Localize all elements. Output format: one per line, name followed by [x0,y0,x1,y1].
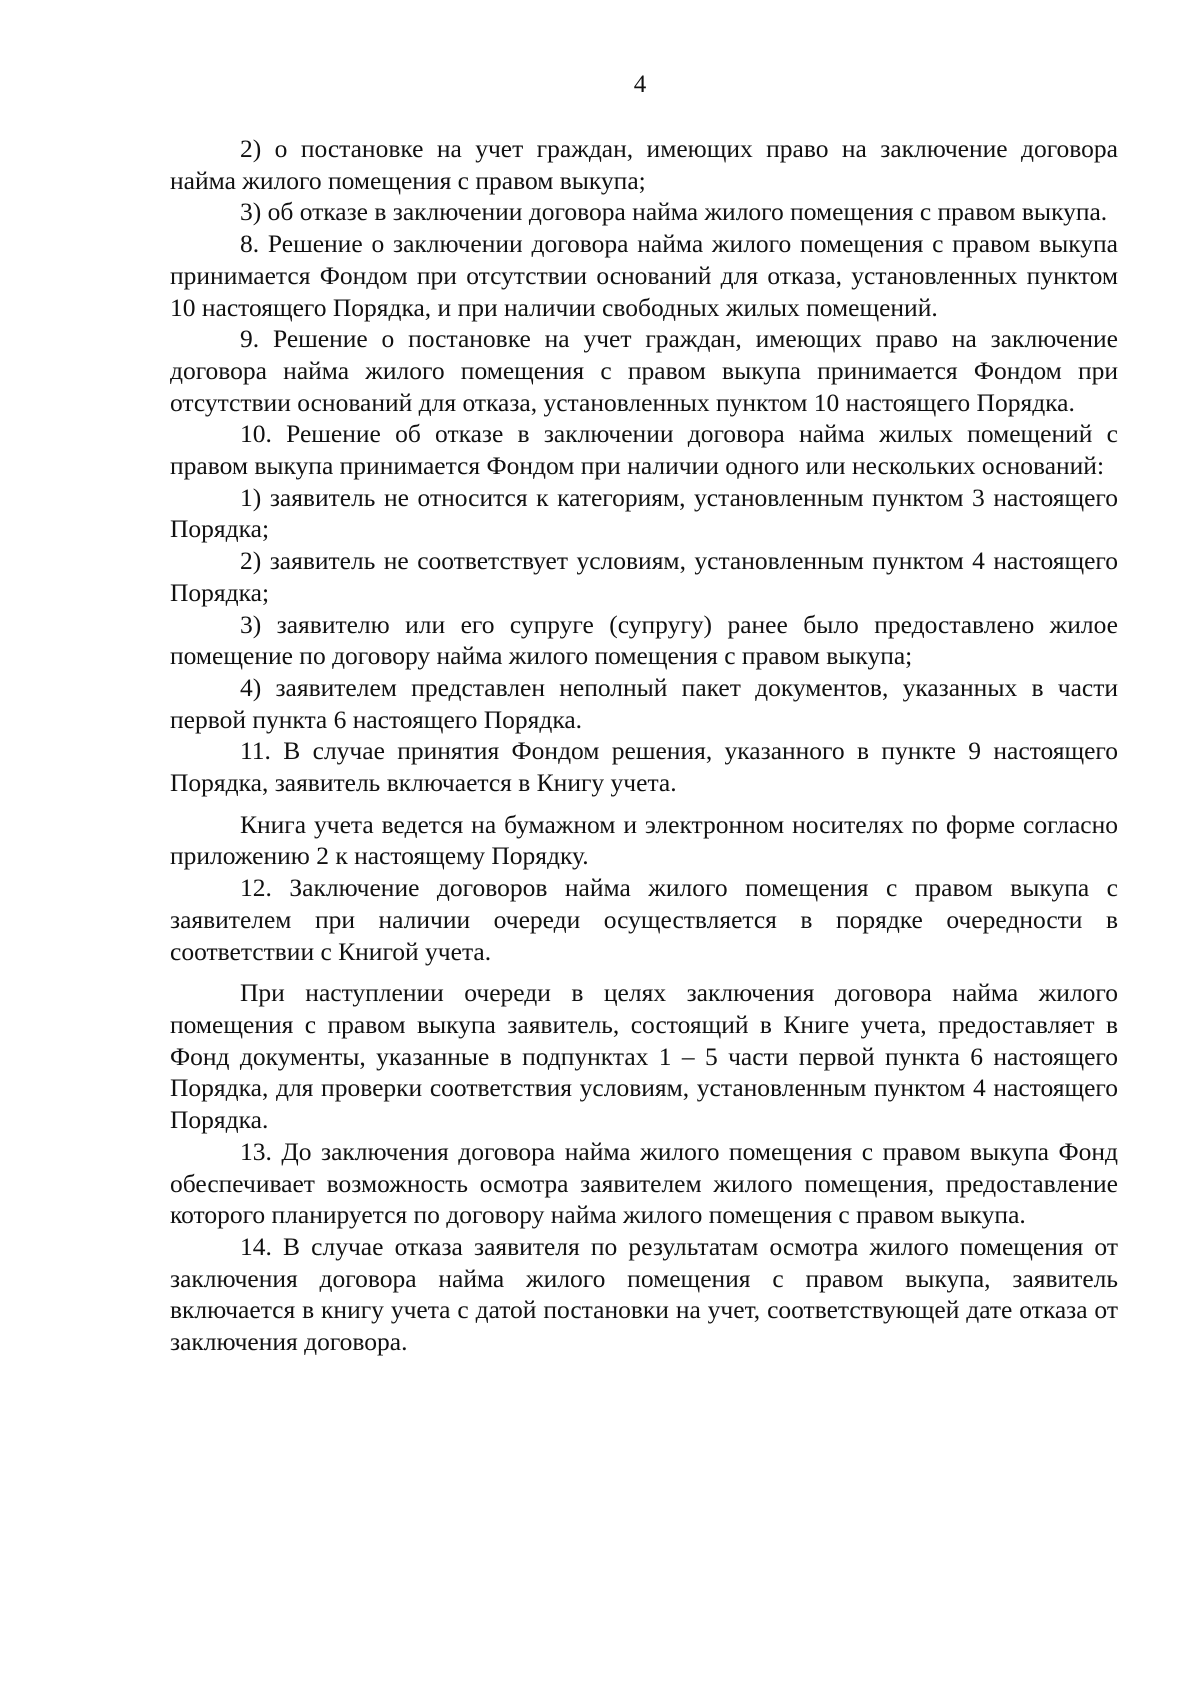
paragraph-item-10-sub-3: 3) заявителю или его супруге (супругу) ранее было предоставлено жилое помещение по договору найма жилого помещения с правом выкупа; [170,609,1118,671]
paragraph-subitem-3: 3) об отказе в заключении договора найма жилого помещения с правом выкупа. [240,197,1108,227]
paragraph-item-14: 14. В случае отказа заявителя по результатам осмотра жилого помещения от заключения договора найма жилого помещения с правом выкупа, заявитель включается в книгу учета с датой постановки на учет, соответствующей дате отказа от заключения договора. [170,1231,1118,1357]
paragraph-item-10: 10. Решение об отказе в заключении договора найма жилых помещений с правом выкупа принимается Фондом при наличии одного или нескольких оснований: [170,419,1118,481]
paragraph-item-12-continued: При наступлении очереди в целях заключения договора найма жилого помещения с правом выкупа заявитель, состоящий в Книге учета, предоставляет в Фонд документы, указанные в подпунктах 1 – 5 части первой пункта 6 настоящего Порядка, для проверки соответствия условиям, установленным пунктом 4 настоящего Порядка. [170,978,1118,1135]
paragraph-item-9: 9. Решение о постановке на учет граждан, имеющих право на заключение договора найма жилого помещения с правом выкупа принимается Фондом при отсутствии оснований для отказа, установленных пунктом 10 настоящего Порядка. [170,324,1118,417]
page-number: 4 [633,71,647,98]
paragraph-item-11-continued: Книга учета ведется на бумажном и электронном носителях по форме согласно приложению 2 к настоящему Порядку. [170,809,1118,871]
paragraph-item-12: 12. Заключение договоров найма жилого помещения с правом выкупа с заявителем при наличии очереди осуществляется в порядке очередности в соответствии с Книгой учета. [170,873,1118,966]
paragraph-item-10-sub-1: 1) заявитель не относится к категориям, установленным пунктом 3 настоящего Порядка; [170,482,1118,544]
paragraph-item-13: 13. До заключения договора найма жилого помещения с правом выкупа Фонд обеспечивает возможность осмотра заявителем жилого помещения, предоставление которого планируется по договору найма жилого помещения с правом выкупа. [170,1136,1118,1230]
paragraph-item-8: 8. Решение о заключении договора найма жилого помещения с правом выкупа принимается Фондом при отсутствии оснований для отказа, установленных пунктом 10 настоящего Порядка, и при наличии свободных жилых помещений. [170,229,1118,322]
paragraph-item-10-sub-2: 2) заявитель не соответствует условиям, установленным пунктом 4 настоящего Порядка; [170,546,1118,607]
paragraph-item-11: 11. В случае принятия Фондом решения, указанного в пункте 9 настоящего Порядка, заявитель включается в Книгу учета. [170,736,1118,798]
paragraph-subitem-2: 2) о постановке на учет граждан, имеющих право на заключение договора найма жилого помещения с правом выкупа; [170,134,1118,195]
document-body [170,133,1118,1358]
paragraph-item-10-sub-4: 4) заявителем представлен неполный пакет документов, указанных в части первой пункта 6 настоящего Порядка. [170,672,1118,734]
